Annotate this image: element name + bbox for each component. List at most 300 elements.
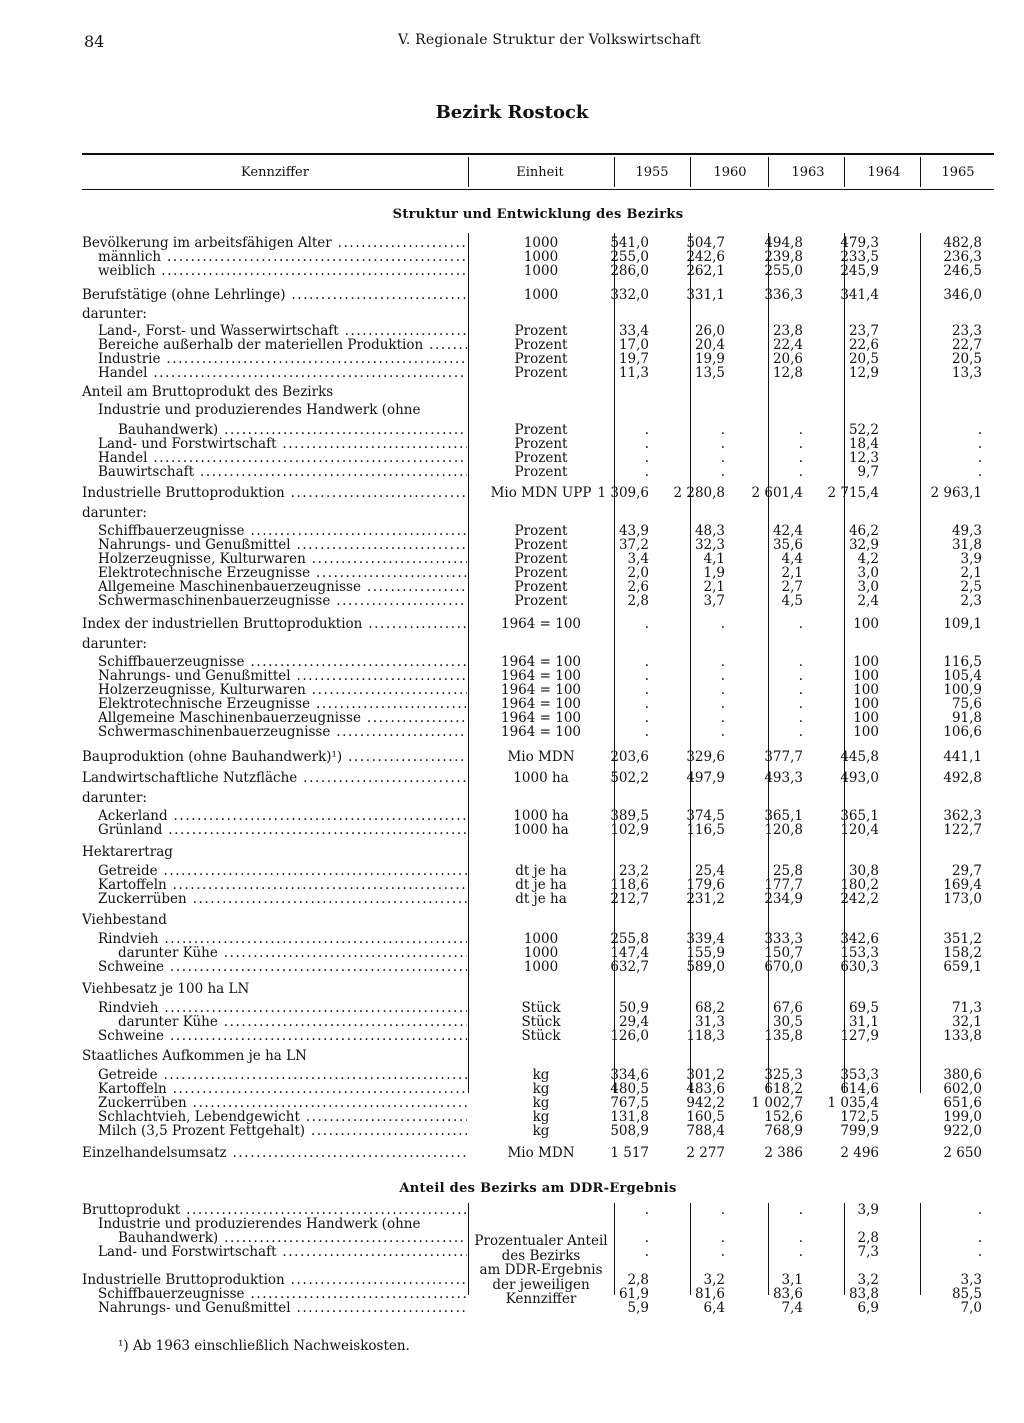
ddr-share-unit-label — [474, 1234, 608, 1307]
value-1955: 502,2 — [610, 770, 649, 786]
row-label: Industrie und produzierendes Handwerk (ohne — [98, 403, 421, 418]
row-label: Berufstätige (ohne Lehrlinge) ..... — [82, 288, 467, 303]
row-label: Nahrungs- und Genußmittel ..... — [98, 1301, 467, 1316]
value-1960: . — [720, 450, 725, 466]
value-1955: 37,2 — [618, 537, 649, 553]
value-1955: . — [644, 1230, 649, 1246]
value-1965: 380,6 — [943, 1067, 982, 1083]
ddr-share-unit-line: am DDR-Ergebnis — [479, 1262, 603, 1278]
value-1964: 3,9 — [857, 1202, 879, 1218]
row-label: Bauhandwerk) ..... — [118, 1231, 467, 1246]
value-1963: . — [798, 616, 803, 632]
header-kennziffer: Kennziffer — [241, 165, 309, 180]
value-1955: . — [644, 616, 649, 632]
value-1960: 374,5 — [686, 808, 725, 824]
table-row — [82, 1203, 994, 1218]
header-year-1955: 1955 — [635, 165, 669, 180]
value-1965: 2,1 — [960, 565, 982, 581]
value-1965: 7,0 — [960, 1300, 982, 1316]
value-1965: 346,0 — [943, 287, 982, 303]
value-1960: 483,6 — [686, 1081, 725, 1097]
value-1965: 106,6 — [943, 724, 982, 740]
column-rule — [690, 233, 691, 1093]
value-1964: 100 — [853, 696, 879, 712]
value-1960: 301,2 — [686, 1067, 725, 1083]
page-number: 84 — [84, 32, 105, 51]
value-1965: 2,3 — [960, 593, 982, 609]
row-label: Anteil am Bruttoprodukt des Bezirks — [82, 385, 334, 400]
value-1955: 118,6 — [610, 877, 649, 893]
value-1964: 120,4 — [840, 822, 879, 838]
value-1964: 100 — [853, 710, 879, 726]
value-1963: . — [798, 450, 803, 466]
value-1964: 52,2 — [848, 422, 879, 438]
value-1965: 29,7 — [951, 863, 982, 879]
value-1963: 618,2 — [764, 1081, 803, 1097]
value-1955: 23,2 — [618, 863, 649, 879]
value-1960: . — [720, 710, 725, 726]
value-1960: 262,1 — [686, 263, 725, 279]
row-unit: 1000 — [523, 959, 559, 975]
table-row — [82, 823, 994, 838]
value-1960: 13,5 — [694, 365, 725, 381]
value-1955: . — [644, 724, 649, 740]
value-1955: . — [644, 1244, 649, 1260]
section-heading-ddr-share: Anteil des Bezirks am DDR-Ergebnis — [399, 1181, 677, 1196]
value-1960: 31,3 — [694, 1014, 725, 1030]
value-1965: 71,3 — [951, 1000, 982, 1016]
row-unit: Prozent — [514, 450, 568, 466]
value-1955: 3,4 — [627, 551, 649, 567]
value-1963: . — [798, 1202, 803, 1218]
value-1955: 632,7 — [610, 959, 649, 975]
column-rule — [468, 233, 469, 1093]
value-1963: 22,4 — [772, 337, 803, 353]
row-unit: Prozent — [514, 337, 568, 353]
row-unit: 1964 = 100 — [500, 724, 582, 740]
column-rule — [768, 1203, 769, 1295]
value-1963: 234,9 — [764, 891, 803, 907]
value-1963: . — [798, 436, 803, 452]
value-1965: 602,0 — [943, 1081, 982, 1097]
header-divider — [468, 157, 469, 187]
value-1965: 23,3 — [951, 323, 982, 339]
value-1960: 231,2 — [686, 891, 725, 907]
table-row — [82, 960, 994, 975]
row-label: Bruttoprodukt ..... — [82, 1203, 467, 1218]
value-1955: 2,8 — [627, 1272, 649, 1288]
value-1964: 180,2 — [840, 877, 879, 893]
row-label: Schwermaschinenbauerzeugnisse ..... — [98, 594, 467, 609]
value-1955: . — [644, 422, 649, 438]
value-1960: 116,5 — [686, 822, 725, 838]
value-1963: . — [798, 1244, 803, 1260]
value-1963: 4,4 — [781, 551, 803, 567]
row-unit: 1000 — [523, 931, 559, 947]
value-1963: 365,1 — [764, 808, 803, 824]
value-1960: 81,6 — [694, 1286, 725, 1302]
header-einheit: Einheit — [516, 165, 564, 180]
value-1964: 127,9 — [840, 1028, 879, 1044]
row-unit: dt je ha — [515, 877, 567, 893]
row-label: Industrie ..... — [98, 352, 467, 367]
value-1960: . — [720, 436, 725, 452]
column-rule — [920, 1203, 921, 1295]
value-1964: 6,9 — [857, 1300, 879, 1316]
ddr-share-unit-line: der jeweiligen — [492, 1276, 590, 1293]
value-1965: . — [977, 1202, 982, 1218]
row-label: Land- und Forstwirtschaft ..... — [98, 437, 467, 452]
value-1965: 199,0 — [943, 1109, 982, 1125]
table-row — [82, 892, 994, 907]
column-rule — [844, 1203, 845, 1295]
value-1960: . — [720, 616, 725, 632]
row-unit: kg — [532, 1067, 550, 1083]
header-year-1965: 1965 — [941, 165, 975, 180]
value-1960: 32,3 — [694, 537, 725, 553]
row-unit: 1000 — [523, 263, 559, 279]
row-unit: Prozent — [514, 537, 568, 553]
value-1964: 4,2 — [857, 551, 879, 567]
value-1964: 100 — [853, 654, 879, 670]
row-label: Einzelhandelsumsatz ..... — [82, 1146, 467, 1161]
value-1960: 942,2 — [686, 1095, 725, 1111]
value-1955: . — [644, 654, 649, 670]
value-1963: 325,3 — [764, 1067, 803, 1083]
value-1965: . — [977, 1230, 982, 1246]
value-1964: 100 — [853, 616, 879, 632]
value-1963: 177,7 — [764, 877, 803, 893]
value-1963: 2,1 — [781, 565, 803, 581]
value-1955: 43,9 — [618, 523, 649, 539]
row-unit: Mio MDN — [507, 749, 575, 765]
value-1965: 246,5 — [943, 263, 982, 279]
table-row — [82, 385, 994, 400]
row-label: Grünland ..... — [98, 823, 467, 838]
value-1955: 334,6 — [610, 1067, 649, 1083]
table-row — [82, 264, 994, 279]
column-rule — [768, 233, 769, 1093]
row-label: darunter: — [82, 506, 147, 521]
value-1955: 50,9 — [618, 1000, 649, 1016]
value-1955: . — [644, 682, 649, 698]
value-1955: 332,0 — [610, 287, 649, 303]
value-1955: . — [644, 464, 649, 480]
row-label: Hektarertrag — [82, 845, 173, 860]
row-label: Nahrungs- und Genußmittel ..... — [98, 538, 467, 553]
row-unit: kg — [532, 1109, 550, 1125]
value-1960: 2,1 — [703, 579, 725, 595]
table-row — [82, 307, 994, 322]
column-rule — [690, 1203, 691, 1295]
value-1960: 339,4 — [686, 931, 725, 947]
page-title: Bezirk Rostock — [435, 102, 589, 123]
table-row — [82, 506, 994, 521]
row-label: Holzerzeugnisse, Kulturwaren ..... — [98, 552, 467, 567]
value-1955: 2,0 — [627, 565, 649, 581]
value-1955: 389,5 — [610, 808, 649, 824]
value-1964: 18,4 — [848, 436, 879, 452]
row-label: Landwirtschaftliche Nutzfläche ..... — [82, 771, 467, 786]
value-1964: 242,2 — [840, 891, 879, 907]
value-1955: 126,0 — [610, 1028, 649, 1044]
value-1963: 150,7 — [764, 945, 803, 961]
value-1955: 286,0 — [610, 263, 649, 279]
row-unit: 1964 = 100 — [500, 654, 582, 670]
value-1955: . — [644, 450, 649, 466]
row-label: Viehbesatz je 100 ha LN — [82, 982, 250, 997]
value-1963: 2 386 — [764, 1145, 803, 1161]
value-1964: 46,2 — [848, 523, 879, 539]
table-header-rule — [82, 189, 994, 190]
column-rule — [844, 233, 845, 1093]
value-1963: 135,8 — [764, 1028, 803, 1044]
row-label: weiblich ..... — [98, 264, 467, 279]
value-1964: 2,8 — [857, 1230, 879, 1246]
value-1960: 504,7 — [686, 235, 725, 251]
row-unit: 1000 — [523, 945, 559, 961]
value-1955: 17,0 — [618, 337, 649, 353]
value-1960: . — [720, 1230, 725, 1246]
row-unit: 1000 ha — [513, 808, 569, 824]
header-year-1960: 1960 — [713, 165, 747, 180]
row-unit: Stück — [521, 1014, 561, 1030]
value-1963: 120,8 — [764, 822, 803, 838]
row-label: Allgemeine Maschinenbauerzeugnisse ..... — [98, 711, 467, 726]
row-label: darunter Kühe ..... — [118, 946, 467, 961]
value-1965: . — [977, 422, 982, 438]
value-1965: 3,9 — [960, 551, 982, 567]
value-1955: 1 517 — [610, 1145, 649, 1161]
table-row — [82, 1124, 994, 1139]
value-1963: 35,6 — [772, 537, 803, 553]
value-1963: 333,3 — [764, 931, 803, 947]
value-1965: 3,3 — [960, 1272, 982, 1288]
value-1963: . — [798, 668, 803, 684]
value-1965: 75,6 — [951, 696, 982, 712]
value-1960: 155,9 — [686, 945, 725, 961]
running-head: V. Regionale Struktur der Volkswirtschaft — [398, 32, 701, 48]
value-1964: 12,3 — [848, 450, 879, 466]
column-rule — [920, 233, 921, 1093]
value-1960: . — [720, 422, 725, 438]
value-1963: 670,0 — [764, 959, 803, 975]
value-1963: 336,3 — [764, 287, 803, 303]
value-1965: 169,4 — [943, 877, 982, 893]
value-1964: 3,0 — [857, 579, 879, 595]
value-1955: . — [644, 1202, 649, 1218]
row-label: Schweine ..... — [98, 960, 467, 975]
row-label: Handel ..... — [98, 451, 467, 466]
row-label: Bevölkerung im arbeitsfähigen Alter ..... — [82, 236, 467, 251]
row-label: Rindvieh ..... — [98, 1001, 467, 1016]
row-unit: dt je ha — [515, 863, 567, 879]
value-1964: 100 — [853, 668, 879, 684]
value-1964: 342,6 — [840, 931, 879, 947]
row-label: Industrie und produzierendes Handwerk (ohne — [98, 1217, 421, 1232]
value-1965: 482,8 — [943, 235, 982, 251]
table-row — [82, 982, 994, 997]
value-1955: 541,0 — [610, 235, 649, 251]
value-1965: 109,1 — [943, 616, 982, 632]
value-1964: 69,5 — [848, 1000, 879, 1016]
value-1960: . — [720, 654, 725, 670]
value-1965: 236,3 — [943, 249, 982, 265]
value-1963: 4,5 — [781, 593, 803, 609]
row-label: Zuckerrüben ..... — [98, 1096, 467, 1111]
value-1963: 239,8 — [764, 249, 803, 265]
value-1964: 153,3 — [840, 945, 879, 961]
value-1964: 2,4 — [857, 593, 879, 609]
value-1964: 22,6 — [848, 337, 879, 353]
row-label: Kartoffeln ..... — [98, 1082, 467, 1097]
header-divider — [920, 157, 921, 187]
value-1964: 245,9 — [840, 263, 879, 279]
row-label: darunter: — [82, 307, 147, 322]
value-1963: . — [798, 724, 803, 740]
row-label: Schiffbauerzeugnisse ..... — [98, 1287, 467, 1302]
value-1960: 160,5 — [686, 1109, 725, 1125]
value-1960: 3,2 — [703, 1272, 725, 1288]
value-1965: 133,8 — [943, 1028, 982, 1044]
value-1955: 61,9 — [618, 1286, 649, 1302]
table-row — [82, 791, 994, 806]
value-1965: 116,5 — [943, 654, 982, 670]
row-label: Land-, Forst- und Wasserwirtschaft ..... — [98, 324, 467, 339]
value-1963: 768,9 — [764, 1123, 803, 1139]
row-label: Bauwirtschaft ..... — [98, 465, 467, 480]
ddr-share-unit-line: Prozentualer Anteil — [474, 1233, 608, 1249]
row-unit: Prozent — [514, 436, 568, 452]
value-1955: 131,8 — [610, 1109, 649, 1125]
row-unit: Mio MDN UPP — [490, 485, 592, 501]
table-row — [82, 913, 994, 928]
row-unit: 1000 ha — [513, 770, 569, 786]
value-1955: 33,4 — [618, 323, 649, 339]
value-1960: 179,6 — [686, 877, 725, 893]
value-1955: 2,8 — [627, 593, 649, 609]
header-year-1964: 1964 — [867, 165, 901, 180]
value-1960: . — [720, 682, 725, 698]
row-unit: 1000 — [523, 235, 559, 251]
value-1963: . — [798, 422, 803, 438]
value-1965: 2 963,1 — [930, 485, 982, 501]
row-unit: 1000 — [523, 249, 559, 265]
value-1960: . — [720, 696, 725, 712]
value-1963: 1 002,7 — [751, 1095, 803, 1111]
value-1964: 3,2 — [857, 1272, 879, 1288]
value-1963: 20,6 — [772, 351, 803, 367]
value-1963: 25,8 — [772, 863, 803, 879]
value-1965: 441,1 — [943, 749, 982, 765]
row-unit: Prozent — [514, 523, 568, 539]
column-rule — [468, 1203, 469, 1295]
row-unit: Prozent — [514, 579, 568, 595]
value-1965: 922,0 — [943, 1123, 982, 1139]
row-label: Schlachtvieh, Lebendgewicht ..... — [98, 1110, 467, 1125]
row-label: Zuckerrüben ..... — [98, 892, 467, 907]
value-1964: 30,8 — [848, 863, 879, 879]
table-row — [82, 366, 994, 381]
value-1965: 100,9 — [943, 682, 982, 698]
value-1960: 329,6 — [686, 749, 725, 765]
row-label: Bereiche außerhalb der materiellen Produktion ..... — [98, 338, 467, 353]
row-unit: Prozent — [514, 565, 568, 581]
value-1964: 100 — [853, 682, 879, 698]
value-1955: 19,7 — [618, 351, 649, 367]
value-1963: . — [798, 682, 803, 698]
value-1963: . — [798, 1230, 803, 1246]
row-label: Industrielle Bruttoproduktion ..... — [82, 1273, 467, 1288]
value-1960: 331,1 — [686, 287, 725, 303]
value-1965: 158,2 — [943, 945, 982, 961]
table-row — [82, 725, 994, 740]
header-year-1963: 1963 — [791, 165, 825, 180]
row-unit: Stück — [521, 1028, 561, 1044]
row-unit: kg — [532, 1081, 550, 1097]
value-1960: 19,9 — [694, 351, 725, 367]
value-1960: 3,7 — [703, 593, 725, 609]
value-1955: . — [644, 696, 649, 712]
value-1964: 1 035,4 — [827, 1095, 879, 1111]
row-label: männlich ..... — [98, 250, 467, 265]
value-1960: 4,1 — [703, 551, 725, 567]
value-1964: 83,8 — [848, 1286, 879, 1302]
row-unit: kg — [532, 1123, 550, 1139]
value-1963: . — [798, 654, 803, 670]
table-row — [82, 617, 994, 632]
value-1965: 173,0 — [943, 891, 982, 907]
value-1963: 3,1 — [781, 1272, 803, 1288]
table-row — [82, 1029, 994, 1044]
value-1963: 12,8 — [772, 365, 803, 381]
row-unit: 1964 = 100 — [500, 696, 582, 712]
value-1964: 445,8 — [840, 749, 879, 765]
value-1955: 11,3 — [618, 365, 649, 381]
row-label: Getreide ..... — [98, 864, 467, 879]
value-1965: 2 650 — [943, 1145, 982, 1161]
value-1963: 255,0 — [764, 263, 803, 279]
value-1964: 614,6 — [840, 1081, 879, 1097]
value-1955: 212,7 — [610, 891, 649, 907]
row-unit: 1000 — [523, 287, 559, 303]
value-1960: 497,9 — [686, 770, 725, 786]
value-1964: 341,4 — [840, 287, 879, 303]
value-1963: 30,5 — [772, 1014, 803, 1030]
row-unit: kg — [532, 1095, 550, 1111]
value-1963: 67,6 — [772, 1000, 803, 1016]
value-1955: 255,0 — [610, 249, 649, 265]
table-row — [82, 1049, 994, 1064]
value-1964: 493,0 — [840, 770, 879, 786]
value-1963: 493,3 — [764, 770, 803, 786]
section-heading-structure: Struktur und Entwicklung des Bezirks — [392, 207, 684, 222]
row-label: Schweine ..... — [98, 1029, 467, 1044]
value-1965: 122,7 — [943, 822, 982, 838]
value-1955: 102,9 — [610, 822, 649, 838]
row-label: Rindvieh ..... — [98, 932, 467, 947]
value-1960: 2 280,8 — [673, 485, 725, 501]
value-1963: . — [798, 464, 803, 480]
value-1963: 7,4 — [781, 1300, 803, 1316]
header-divider — [690, 157, 691, 187]
value-1960: 68,2 — [694, 1000, 725, 1016]
value-1955: 480,5 — [610, 1081, 649, 1097]
value-1963: 23,8 — [772, 323, 803, 339]
row-unit: Stück — [521, 1000, 561, 1016]
row-label: Handel ..... — [98, 366, 467, 381]
table-row — [82, 486, 994, 501]
